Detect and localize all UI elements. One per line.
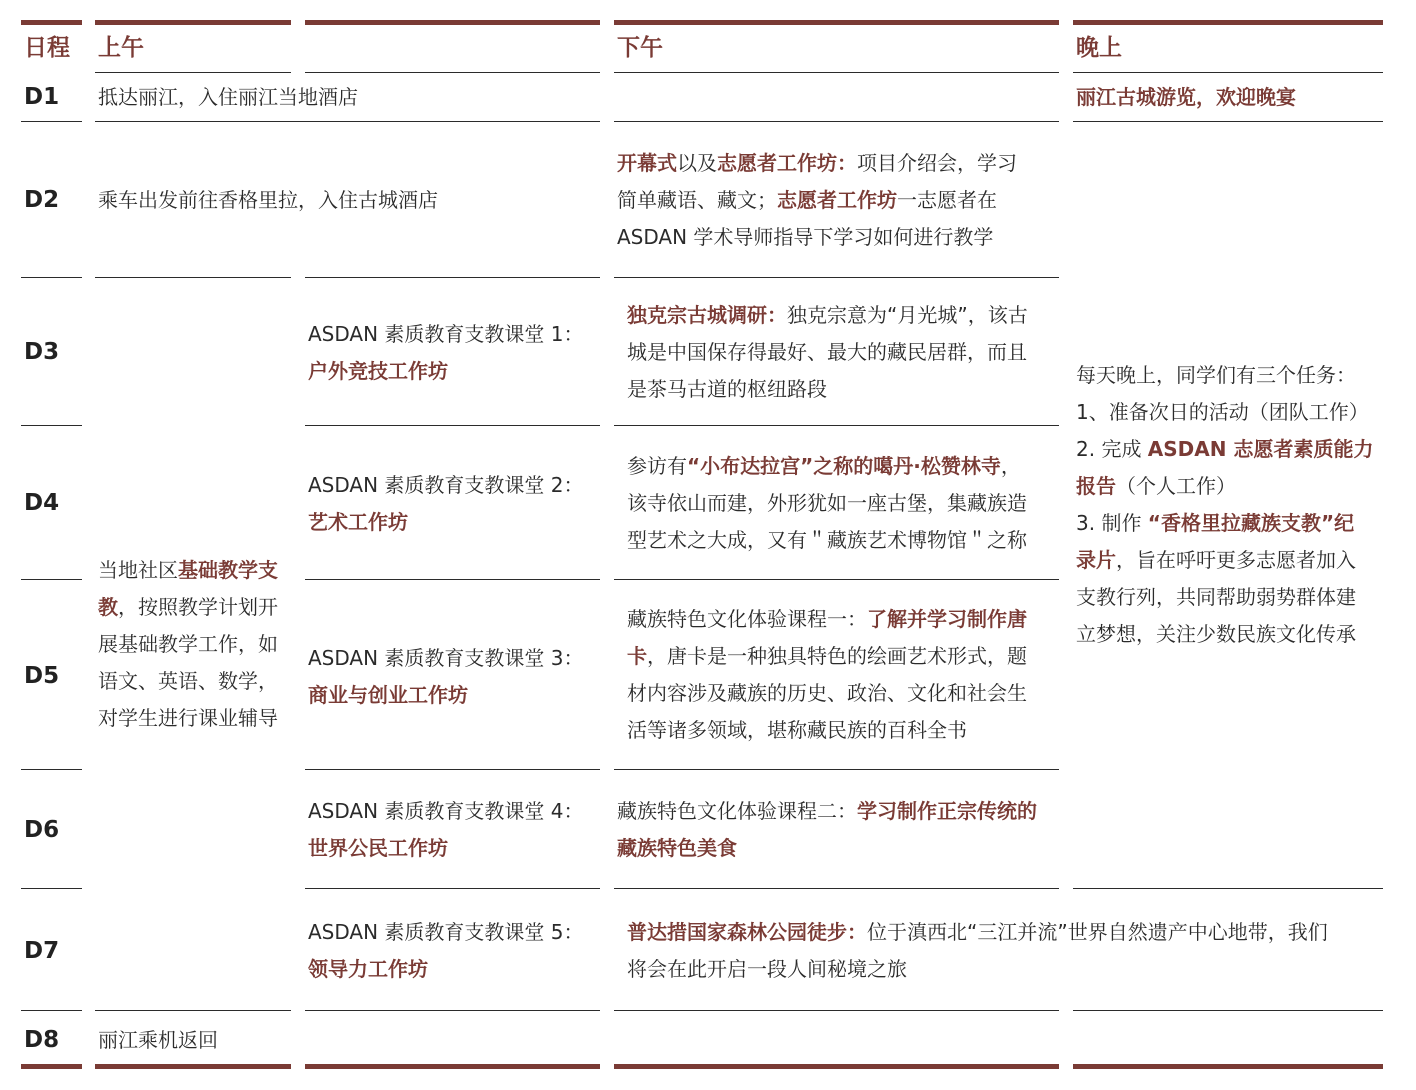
day-label-d1: D1 [24, 84, 60, 110]
d2-morning: 乘车出发前往香格里拉，入住古城酒店 [98, 188, 438, 212]
d8-morning: 丽江乘机返回 [98, 1028, 218, 1052]
class-2-workshop: 艺术工作坊 [308, 510, 408, 534]
day-label-d3: D3 [24, 339, 60, 365]
text-span: 3. 制作 [1076, 511, 1148, 535]
top-rule-col2 [95, 20, 291, 25]
text-line: 1、准备次日的活动（团队工作） [1076, 400, 1369, 424]
row-rule [614, 121, 1059, 122]
row-rule [1073, 1010, 1383, 1011]
top-rule-col5 [1073, 20, 1383, 25]
text-span: ，旨在呼吁更多志愿者加入 [1116, 548, 1356, 572]
text-span: 简单藏语、藏文； [617, 188, 777, 212]
highlight: 录片 [1076, 548, 1116, 572]
header-rule [1073, 72, 1383, 73]
text-span: 以及 [677, 151, 717, 175]
text-line: ASDAN 学术导师指导下学习如何进行教学 [617, 225, 994, 249]
header-morning: 上午 [98, 35, 144, 61]
text-line [627, 914, 1328, 951]
highlight: ASDAN 志愿者素质能力 [1147, 437, 1374, 461]
row-rule [21, 888, 82, 889]
day-label-d4: D4 [24, 490, 60, 516]
row-rule [1073, 888, 1383, 889]
text-line [98, 589, 278, 626]
text-line [617, 145, 1017, 182]
text-span: 参访有 [627, 454, 687, 478]
text-span: ，唐卡是一种独具特色的绘画艺术形式，题 [647, 644, 1027, 668]
header-rule [614, 72, 1059, 73]
day-label-d7: D7 [24, 938, 60, 964]
row-rule [614, 888, 1059, 889]
row-rule [614, 1010, 1059, 1011]
day-label-d2: D2 [24, 187, 60, 213]
text-line: 藏族特色美食 [617, 836, 737, 860]
highlight: 卡 [627, 644, 647, 668]
text-line [617, 793, 1037, 830]
bottom-rule-col4 [614, 1064, 1059, 1069]
text-line: 该寺依山而建，外形犹如一座古堡，集藏族造 [627, 491, 1027, 515]
text-line: 将会在此开启一段人间秘境之旅 [627, 957, 907, 981]
class-3-workshop: 商业与创业工作坊 [308, 683, 468, 707]
row-rule [21, 425, 82, 426]
text-line [1076, 505, 1354, 542]
text-line [1076, 468, 1236, 505]
highlight: 志愿者工作坊： [717, 151, 857, 175]
text-span: 当地社区 [98, 558, 178, 582]
highlight: 普达措国家森林公园徒步： [627, 920, 867, 944]
day-label-d6: D6 [24, 817, 60, 843]
text-line [617, 182, 997, 219]
text-span: 藏族特色文化体验课程二： [617, 799, 857, 823]
text-line [627, 638, 1027, 675]
text-span: ， [1000, 454, 1021, 478]
row-rule [305, 277, 600, 278]
row-rule [305, 579, 600, 580]
bottom-rule-col5 [1073, 1064, 1383, 1069]
class-4-prefix: ASDAN 素质教育支教课堂 4： [308, 799, 584, 823]
class-3-prefix: ASDAN 素质教育支教课堂 3： [308, 646, 584, 670]
text-line [627, 601, 1027, 638]
text-line: 展基础教学工作，如 [98, 632, 278, 656]
top-rule-col3 [305, 20, 600, 25]
class-4-workshop: 世界公民工作坊 [308, 836, 448, 860]
text-line: 语文、英语、数学， [98, 669, 278, 693]
row-rule [21, 769, 82, 770]
text-line: 是茶马古道的枢纽路段 [627, 377, 827, 401]
header-schedule: 日程 [24, 35, 70, 61]
text-span: 2. 完成 [1076, 437, 1148, 461]
class-1-workshop: 户外竞技工作坊 [308, 359, 448, 383]
row-rule [1073, 121, 1383, 122]
day-label-d5: D5 [24, 663, 60, 689]
text-line: 型艺术之大成，又有＂藏族艺术博物馆＂之称 [627, 528, 1027, 552]
text-line [98, 552, 278, 589]
row-rule [305, 888, 600, 889]
d1-morning: 抵达丽江，入住丽江当地酒店 [98, 85, 358, 109]
text-line [1076, 542, 1356, 579]
text-line [627, 448, 1021, 485]
highlight: 基础教学支 [178, 558, 278, 582]
text-span: 一志愿者在 [897, 188, 997, 212]
row-rule [21, 277, 82, 278]
top-rule-col1 [21, 20, 82, 25]
row-rule [21, 121, 82, 122]
class-2-prefix: ASDAN 素质教育支教课堂 2： [308, 473, 584, 497]
text-span: 藏族特色文化体验课程一： [627, 607, 867, 631]
header-rule [305, 72, 600, 73]
class-5-prefix: ASDAN 素质教育支教课堂 5： [308, 920, 584, 944]
text-line: 城是中国保存得最好、最大的藏民居群，而且 [627, 340, 1027, 364]
highlight: 教 [98, 595, 118, 619]
highlight: “小布达拉宫”之称的噶丹·松赞林寺 [687, 454, 1001, 478]
highlight: 了解并学习制作唐 [867, 607, 1027, 631]
row-rule [614, 425, 1059, 426]
bottom-rule-col1 [21, 1064, 82, 1069]
highlight: 志愿者工作坊 [777, 188, 897, 212]
text-line: 材内容涉及藏族的历史、政治、文化和社会生 [627, 681, 1027, 705]
text-line: 每天晚上，同学们有三个任务： [1076, 363, 1356, 387]
row-rule [614, 579, 1059, 580]
bottom-rule-col2 [95, 1064, 291, 1069]
day-label-d8: D8 [24, 1027, 60, 1053]
text-line: 对学生进行课业辅导 [98, 706, 278, 730]
top-rule-col4 [614, 20, 1059, 25]
row-rule [305, 769, 600, 770]
header-rule [95, 72, 291, 73]
bottom-rule-col3 [305, 1064, 600, 1069]
text-line: 立梦想，关注少数民族文化传承 [1076, 622, 1356, 646]
text-span: 独克宗意为“月光城”，该古 [787, 303, 1028, 327]
row-rule [305, 1010, 600, 1011]
highlight: 报告 [1076, 474, 1116, 498]
row-rule [95, 121, 600, 122]
text-line [627, 297, 1028, 334]
header-afternoon: 下午 [617, 35, 663, 61]
text-line [1076, 431, 1373, 468]
highlight: “香格里拉藏族支教”纪 [1147, 511, 1355, 535]
row-rule [305, 425, 600, 426]
row-rule [21, 1010, 82, 1011]
text-line: 支教行列，共同帮助弱势群体建 [1076, 585, 1356, 609]
header-evening: 晚上 [1076, 35, 1122, 61]
text-span: 位于滇西北“三江并流”世界自然遗产中心地带，我们 [867, 920, 1328, 944]
d1-evening: 丽江古城游览，欢迎晚宴 [1076, 85, 1296, 109]
row-rule [614, 277, 1059, 278]
highlight: 学习制作正宗传统的 [857, 799, 1037, 823]
text-span: ，按照教学计划开 [118, 595, 278, 619]
row-rule [21, 579, 82, 580]
row-rule [95, 277, 291, 278]
highlight: 开幕式 [617, 151, 677, 175]
highlight: 独克宗古城调研： [627, 303, 787, 327]
text-span: 项目介绍会，学习 [857, 151, 1017, 175]
text-span: （个人工作） [1116, 474, 1236, 498]
class-5-workshop: 领导力工作坊 [308, 957, 428, 981]
text-line: 活等诸多领域，堪称藏民族的百科全书 [627, 718, 967, 742]
class-1-prefix: ASDAN 素质教育支教课堂 1： [308, 322, 584, 346]
row-rule [95, 1010, 291, 1011]
row-rule [614, 769, 1059, 770]
